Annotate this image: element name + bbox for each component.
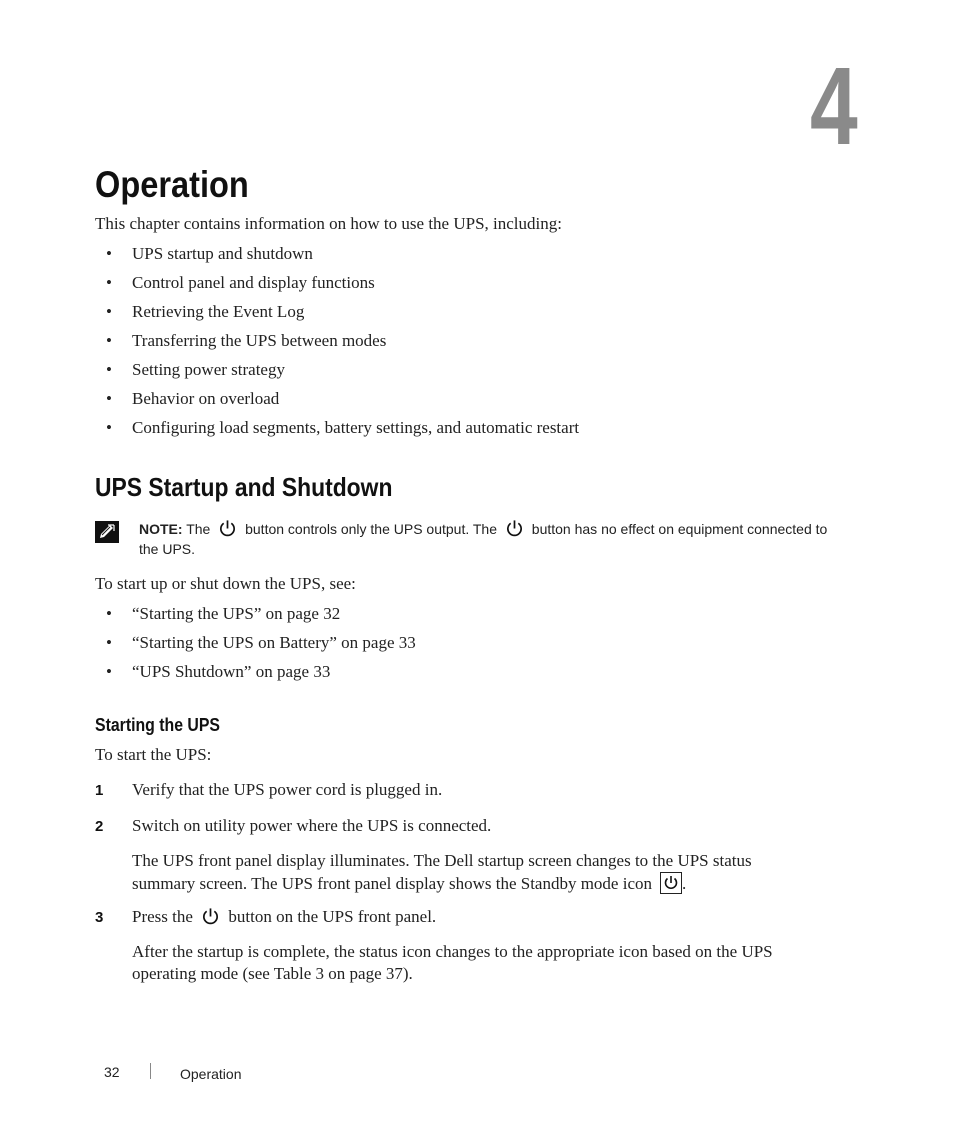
list-item: • Behavior on overload [106, 389, 280, 408]
chapter-intro: This chapter contains information on how to use the UPS, including: [95, 214, 562, 233]
cross-reference-link[interactable]: • “Starting the UPS” on page 32 [106, 604, 341, 623]
subsection-intro: To start the UPS: [95, 745, 212, 764]
section-heading: UPS Startup and Shutdown [95, 472, 393, 502]
list-item: • Transferring the UPS between modes [106, 331, 387, 350]
page-number: 32 [104, 1064, 120, 1080]
step-number: 2 [95, 818, 104, 835]
list-item: • Control panel and display functions [106, 273, 375, 292]
step-detail: After the startup is complete, the status icon changes to the appropriate icon based on the UPS operating mode (see Table 3 on page 37). [132, 942, 773, 983]
cross-reference-link[interactable]: • “Starting the UPS on Battery” on page 33 [106, 633, 416, 652]
step-text: Switch on utility power where the UPS is connected. [132, 816, 492, 835]
cross-reference-list [95, 603, 416, 690]
list-item: • Retrieving the Event Log [106, 302, 305, 321]
power-icon [201, 907, 220, 926]
list-item: • UPS startup and shutdown [106, 244, 313, 263]
step-number: 1 [95, 782, 104, 799]
step-text: Verify that the UPS power cord is plugged in. [132, 780, 443, 799]
list-item: • Configuring load segments, battery settings, and automatic restart [106, 418, 580, 437]
subsection-heading: Starting the UPS [95, 715, 220, 735]
see-intro: To start up or shut down the UPS, see: [95, 574, 356, 593]
note-label: NOTE: [139, 521, 183, 537]
footer-section-title: Operation [180, 1066, 242, 1082]
footer-divider [150, 1063, 151, 1079]
cross-reference-link[interactable]: • “UPS Shutdown” on page 33 [106, 662, 331, 681]
note-text: NOTE: The button controls only the UPS output. The button has no effect on equipment connected to the UPS. [139, 521, 828, 557]
list-item: • Setting power strategy [106, 360, 285, 379]
power-icon [218, 519, 237, 538]
note-pencil-icon [95, 521, 119, 543]
power-icon [505, 519, 524, 538]
step-detail: The UPS front panel display illuminates. The Dell startup screen changes to the UPS status summary screen. The UPS front panel display shows the Standby mode icon . [132, 851, 752, 893]
chapter-title: Operation [95, 164, 249, 205]
topic-list [95, 243, 579, 446]
step-text: Press the button on the UPS front panel. [132, 907, 437, 926]
chapter-number: 4 [810, 45, 858, 168]
step-number: 3 [95, 909, 104, 926]
standby-mode-icon [660, 872, 682, 894]
